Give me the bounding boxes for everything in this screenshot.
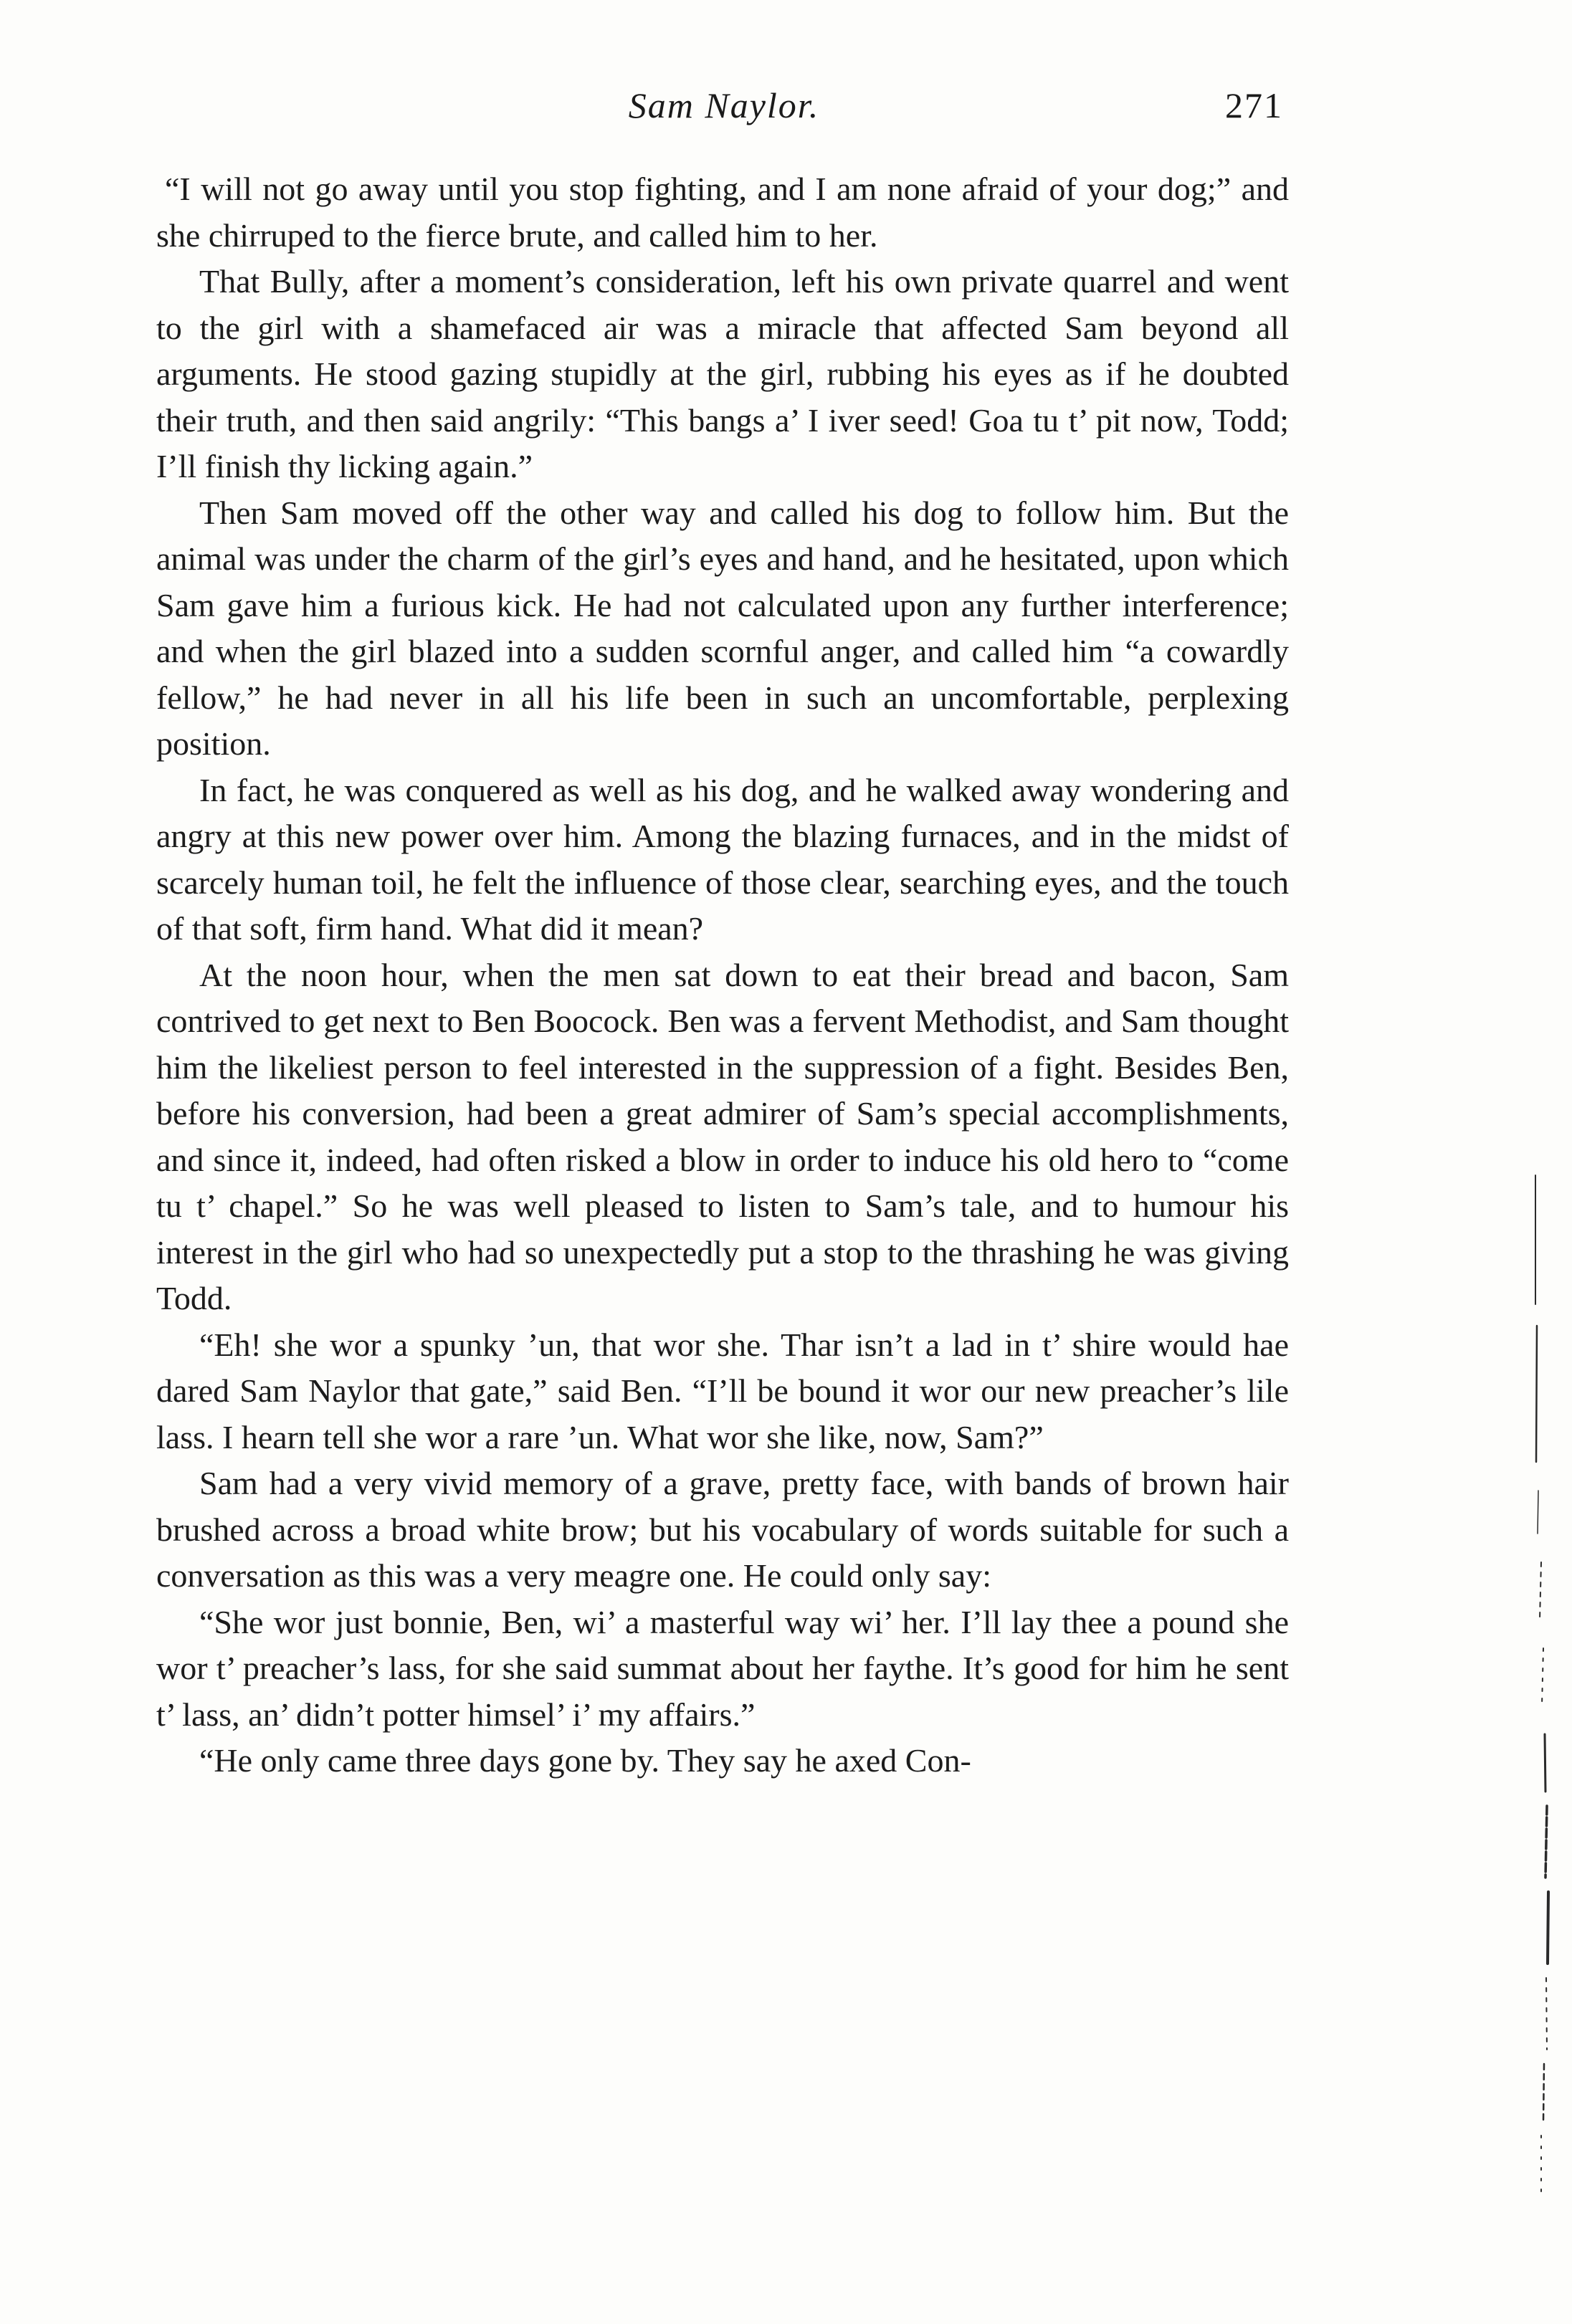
paragraph: “I will not go away until you stop fighting, and I am none afraid of your dog;” and she chirruped to the fierce brute, and called him to her. — [156, 171, 1289, 254]
page-number: 271 — [1225, 85, 1283, 125]
running-title: Sam Naylor. — [628, 85, 820, 125]
paragraph: “Eh! she wor a spunky ’un, that wor she. Thar isn’t a lad in t’ shire would hae dared Sam Naylor that gate,” said Ben. “I’ll be bound it wor our new preacher’s lile lass. I hearn tell she wor a rare ’un. What wor she like, now, Sam?” — [156, 1326, 1289, 1455]
paragraph: Then Sam moved off the other way and called his dog to follow him. But the animal was under the charm of the girl’s eyes and hand, and he hesitated, upon which Sam gave him a furious kick. He had not calculated upon any further interference; and when the girl blazed into a sudden scornful anger, and called him “a cowardly fellow,” he had never in all his life been in such an uncomfortable, perplexing position. — [156, 494, 1289, 762]
paragraph: At the noon hour, when the men sat down to eat their bread and bacon, Sam contrived to get next to Ben Boocock. Ben was a fervent Methodist, and Sam thought him the likeliest person to feel interested in the suppression of a fight. Besides Ben, before his conversion, had been a great admirer of Sam’s special accomplishments, and since it, indeed, had often risked a blow in order to induce his old hero to “come tu t’ chapel.” So he was well pleased to listen to Sam’s tale, and to humour his interest in the girl who had so unexpectedly put a stop to the thrashing he was giving Todd. — [156, 956, 1289, 1316]
paragraph: Sam had a very vivid memory of a grave, pretty face, with bands of brown hair brushed across a broad white brow; but his vocabulary of words suitable for such a conversation as this was a very meagre one. He could only say: — [156, 1465, 1289, 1594]
paragraph: In fact, he was conquered as well as his dog, and he walked away wondering and angry at this new power over him. Among the blazing furnaces, and in the midst of scarcely human toil, he felt the influence of those clear, searching eyes, and the touch of that soft, firm hand. What did it mean? — [156, 771, 1289, 947]
page-header — [165, 85, 1283, 149]
scan-edge-marks — [1520, 1161, 1563, 2236]
paragraph: “He only came three days gone by. They say he axed Con- — [199, 1742, 971, 1779]
body-text — [156, 166, 1289, 1784]
paragraph: That Bully, after a moment’s consideration, left his own private quarrel and went to the girl with a shamefaced air was a miracle that affected Sam beyond all arguments. He stood gazing stupidly at the girl, rubbing his eyes as if he doubted their truth, and then said angrily: “This bangs a’ I iver seed! Goa tu t’ pit now, Todd; I’ll finish thy licking again.” — [156, 263, 1289, 484]
paragraph: “She wor just bonnie, Ben, wi’ a masterful way wi’ her. I’ll lay thee a pound she wor t’ preacher’s lass, for she said summat about her faythe. It’s good for him he sent t’ lass, an’ didn’t potter himsel’ i’ my affairs.” — [156, 1603, 1289, 1733]
